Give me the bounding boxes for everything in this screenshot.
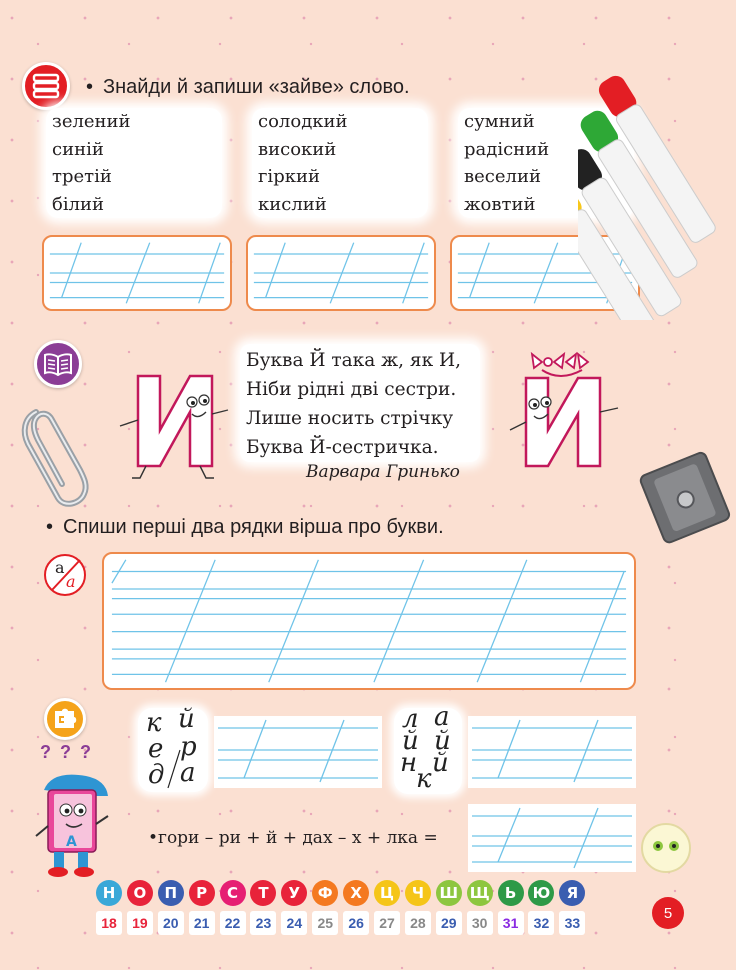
word: сумний (464, 111, 535, 132)
letter-a-print: а (55, 558, 65, 577)
copy-lines-box[interactable] (102, 552, 636, 690)
alphabet-letter: Ь (498, 880, 524, 906)
script-letter: н (400, 748, 418, 778)
markers-illustration (578, 70, 736, 320)
puzzle-answer-box-1[interactable] (214, 716, 382, 788)
page-number: 5 (652, 897, 684, 929)
alphabet-number: 29 (436, 911, 462, 935)
poem-card (240, 344, 480, 462)
poem-line: Лише носить стрічку (246, 408, 454, 429)
svg-text:A: A (66, 834, 77, 850)
copy-section-icon (44, 554, 86, 596)
alphabet-letter: Н (96, 880, 122, 906)
poem-line: Ніби рідні дві сестри. (246, 379, 457, 400)
letter-a-script: а (66, 572, 76, 591)
alphabet-strip (96, 880, 585, 935)
script-letter: к (416, 764, 432, 794)
alphabet-item (405, 880, 431, 935)
script-letter: к (146, 708, 162, 738)
poem-line: Буква Й-сестричка. (246, 437, 439, 458)
word: веселий (464, 166, 541, 187)
exercise1-instruction: • Знайди й запиши «зайве» слово. (86, 76, 410, 98)
books-icon (31, 73, 61, 99)
bullet: • (148, 828, 159, 848)
slash-icon (44, 554, 86, 596)
script-letter: й (178, 704, 195, 734)
paper-clip-illustration (14, 398, 94, 510)
puzzle-answer-box-2[interactable] (468, 716, 636, 788)
word-equation (148, 828, 438, 848)
alphabet-item (96, 880, 122, 935)
word: жовтий (464, 193, 536, 215)
word-list-2 (252, 108, 428, 218)
letter-card-1 (138, 704, 208, 792)
equation-answer-box[interactable] (468, 804, 636, 872)
alphabet-number: 20 (158, 911, 184, 935)
script-letter: й (432, 748, 449, 778)
word: радісний (464, 138, 550, 160)
answer-box-1[interactable] (42, 235, 232, 311)
alphabet-letter: С (220, 880, 246, 906)
card-divider (138, 708, 208, 792)
alphabet-item (189, 880, 215, 935)
word: третій (52, 166, 112, 187)
letter-i-character (110, 370, 236, 482)
alphabet-number: 18 (96, 911, 122, 935)
alphabet-letter: У (281, 880, 307, 906)
script-letter: й (402, 726, 419, 756)
alphabet-item (467, 880, 493, 935)
alphabet-item (374, 880, 400, 935)
equation-text: гори – ри + й + дах – х + лка = (158, 828, 438, 848)
question-marks: ? ? ? (40, 742, 93, 762)
alphabet-letter: Ш (436, 880, 462, 906)
poem-line: Буква Й така ж, як И, (246, 350, 462, 371)
alphabet-item (281, 880, 307, 935)
alphabet-number: 25 (312, 911, 338, 935)
word: кислий (258, 193, 327, 215)
open-book-icon (43, 352, 73, 376)
alphabet-number: 31 (498, 911, 524, 935)
alphabet-letter: О (127, 880, 153, 906)
letter-short-i-character (498, 342, 628, 478)
word: гіркий (258, 166, 320, 187)
script-letter: р (180, 732, 197, 762)
alphabet-number: 23 (250, 911, 276, 935)
script-letter: й (434, 726, 451, 756)
word: зелений (52, 111, 131, 132)
alphabet-number: 22 (220, 911, 246, 935)
smiley-face-icon (640, 822, 692, 874)
alphabet-item (312, 880, 338, 935)
script-letter: а (180, 758, 196, 788)
books-section-icon (22, 62, 70, 110)
alphabet-letter: Ц (374, 880, 400, 906)
word: синій (52, 138, 104, 160)
alphabet-number: 27 (374, 911, 400, 935)
alphabet-item (498, 880, 524, 935)
script-letter: а (434, 702, 450, 732)
alphabet-letter: Х (343, 880, 369, 906)
alphabet-item (250, 880, 276, 935)
alphabet-item (528, 880, 554, 935)
pencil-sharpener-illustration (632, 440, 736, 556)
alphabet-item (436, 880, 462, 935)
poem-author: Варвара Гринько (306, 462, 460, 482)
alphabet-letter: Т (250, 880, 276, 906)
puzzle-section-icon (44, 698, 86, 740)
alphabet-number: 26 (343, 911, 369, 935)
alphabet-number: 30 (467, 911, 493, 935)
alphabet-item (559, 880, 585, 935)
word: високий (258, 138, 337, 160)
alphabet-number: 33 (559, 911, 585, 935)
alphabet-item (158, 880, 184, 935)
alphabet-number: 21 (189, 911, 215, 935)
letter-card-2 (394, 702, 462, 794)
alphabet-number: 32 (528, 911, 554, 935)
alphabet-item (343, 880, 369, 935)
alphabet-item (220, 880, 246, 935)
script-letter: е (148, 734, 164, 764)
exercise2-instruction: • Спиши перші два рядки вірша про букви. (46, 516, 444, 538)
alphabet-letter: Ф (312, 880, 338, 906)
book-boy-character (30, 766, 116, 878)
alphabet-letter: Щ (467, 880, 493, 906)
alphabet-letter: Р (189, 880, 215, 906)
script-letter: л (402, 704, 419, 734)
alphabet-number: 28 (405, 911, 431, 935)
alphabet-number: 24 (281, 911, 307, 935)
answer-box-2[interactable] (246, 235, 436, 311)
script-letter: д (148, 760, 165, 790)
alphabet-item (127, 880, 153, 935)
alphabet-letter: П (158, 880, 184, 906)
word: солодкий (258, 111, 348, 132)
word-list-1 (46, 108, 222, 218)
alphabet-number: 19 (127, 911, 153, 935)
alphabet-letter: Ю (528, 880, 554, 906)
reading-section-icon (34, 340, 82, 388)
puzzle-icon (52, 708, 78, 730)
word: білий (52, 193, 105, 215)
alphabet-letter: Ч (405, 880, 431, 906)
alphabet-letter: Я (559, 880, 585, 906)
